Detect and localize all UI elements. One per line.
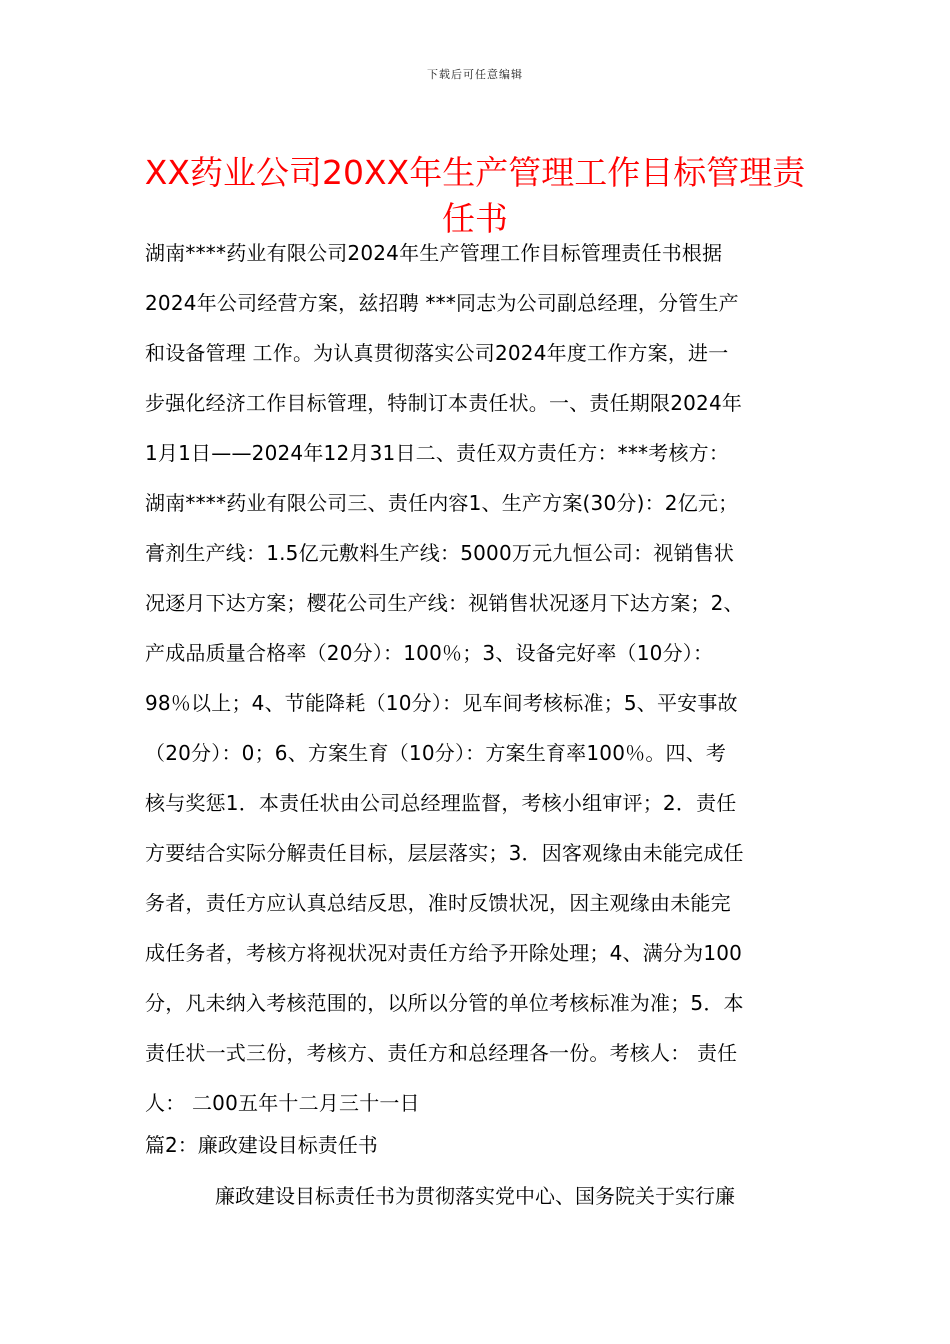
body-line: 步强化经济工作目标管理，特制订本责任状。一、责任期限2024年 bbox=[145, 391, 743, 415]
body-line: 湖南****药业有限公司2024年生产管理工作目标管理责任书根据 bbox=[145, 241, 723, 265]
body-line: 98％以上；4、节能降耗（10分）：见车间考核标准；5、平安事故 bbox=[145, 691, 738, 715]
body-line: 2024年公司经营方案，兹招聘 ***同志为公司副总经理，分管生产 bbox=[145, 291, 739, 315]
body-line: 人： 二00五年十二月三十一日 bbox=[145, 1091, 420, 1115]
body-line: 产成品质量合格率（20分）：100％；3、设备完好率（10分）： bbox=[145, 641, 714, 665]
document-title: XX药业公司20XX年生产管理工作目标管理责任书 bbox=[144, 153, 806, 239]
header-note: 下载后可任意编辑 bbox=[427, 68, 523, 81]
body-line: 方要结合实际分解责任目标，层层落实；3．因客观缘由未能完成任 bbox=[145, 841, 744, 865]
body-line: 膏剂生产线：1.5亿元敷料生产线：5000万元九恒公司：视销售状 bbox=[145, 541, 735, 565]
body-line: 务者，责任方应认真总结反思，准时反馈状况，因主观缘由未能完 bbox=[145, 891, 731, 915]
body-line: 分，凡未纳入考核范围的，以所以分管的单位考核标准为准；5．本 bbox=[145, 991, 744, 1015]
body-line: 湖南****药业有限公司三、责任内容1、生产方案(30分)：2亿元； bbox=[145, 491, 739, 515]
body-line: 1月1日——2024年12月31日二、责任双方责任方：***考核方： bbox=[145, 441, 730, 465]
paragraph-first-line: 廉政建设目标责任书为贯彻落实党中心、国务院关于实行廉 bbox=[215, 1184, 735, 1208]
body-line: 成任务者，考核方将视状况对责任方给予开除处理；4、满分为100 bbox=[145, 941, 743, 965]
body-line: 和设备管理 工作。为认真贯彻落实公司2024年度工作方案，进一 bbox=[145, 341, 729, 365]
chapter-heading: 篇2：廉政建设目标责任书 bbox=[145, 1133, 378, 1157]
body-line: （20分）：0；6、方案生育（10分）：方案生育率100％。四、考 bbox=[145, 741, 727, 765]
body-line: 责任状一式三份，考核方、责任方和总经理各一份。考核人： 责任 bbox=[145, 1041, 738, 1065]
body-line: 核与奖惩1．本责任状由公司总经理监督，考核小组审评；2．责任 bbox=[145, 791, 737, 815]
body-text bbox=[145, 228, 810, 1128]
body-line: 况逐月下达方案；樱花公司生产线：视销售状况逐月下达方案；2、 bbox=[145, 591, 744, 615]
